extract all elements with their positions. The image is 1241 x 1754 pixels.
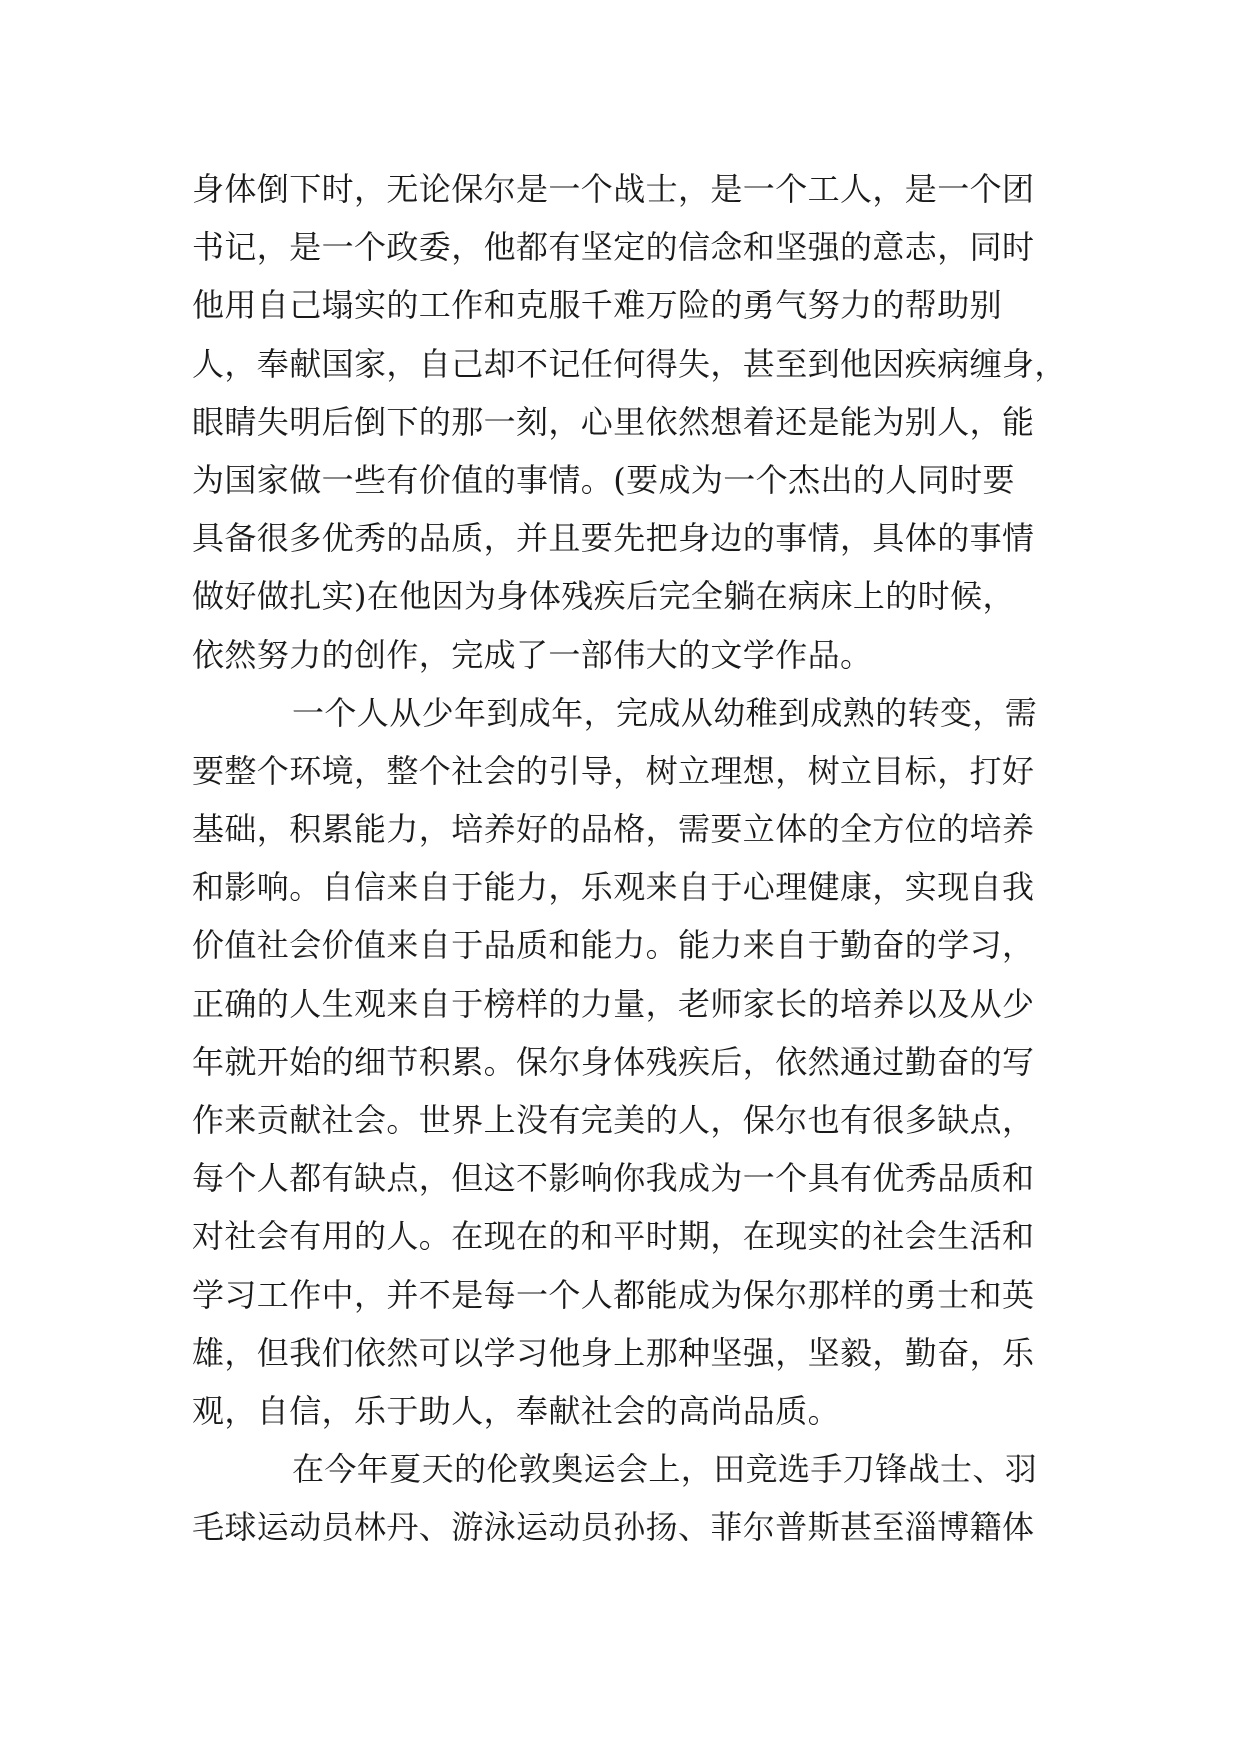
paragraph-1-line: 眼睛失明后倒下的那一刻，心里依然想着还是能为别人，能 — [192, 402, 1035, 441]
paragraph-2-line: 正确的人生观来自于榜样的力量，老师家长的培养以及从少 — [192, 984, 1035, 1023]
paragraph-1-line: 他用自己塌实的工作和克服千难万险的勇气努力的帮助别 — [192, 286, 1003, 325]
paragraph-2-line: 每个人都有缺点，但这不影响你我成为一个具有优秀品质和 — [192, 1159, 1035, 1198]
paragraph-3-line: 毛球运动员林丹、游泳运动员孙扬、菲尔普斯甚至淄博籍体 — [192, 1508, 1035, 1547]
paragraph-1-line: 书记，是一个政委，他都有坚定的信念和坚强的意志，同时 — [192, 228, 1035, 267]
paragraph-2-line: 作来贡献社会。世界上没有完美的人，保尔也有很多缺点， — [192, 1101, 1035, 1139]
paragraph-2-line: 雄，但我们依然可以学习他身上那种坚强，坚毅，勤奋，乐 — [192, 1333, 1035, 1372]
paragraph-1-line: 做好做扎实)在他因为身体残疾后完全躺在病床上的时候， — [192, 577, 1015, 616]
paragraph-1-line: 身体倒下时，无论保尔是一个战士，是一个工人，是一个团 — [192, 170, 1035, 208]
paragraph-2-line: 观，自信，乐于助人，奉献社会的高尚品质。 — [192, 1391, 841, 1430]
paragraph-1-line: 为国家做一些有价值的事情。(要成为一个杰出的人同时要 — [192, 460, 1015, 499]
paragraph-2-line: 对社会有用的人。在现在的和平时期，在现实的社会生活和 — [192, 1217, 1035, 1256]
paragraph-1-line: 人，奉献国家，自己却不记任何得失，甚至到他因疾病缠身， — [192, 344, 1067, 383]
paragraph-2-line: 年就开始的细节积累。保尔身体残疾后，依然通过勤奋的写 — [192, 1042, 1035, 1081]
paragraph-2-first-line: 一个人从少年到成年，完成从幼稚到成熟的转变，需 — [292, 693, 1038, 732]
paragraph-2-line: 学习工作中，并不是每一个人都能成为保尔那样的勇士和英 — [192, 1275, 1035, 1314]
paragraph-1-line: 具备很多优秀的品质，并且要先把身边的事情，具体的事情 — [192, 519, 1035, 558]
paragraph-2-line: 和影响。自信来自于能力，乐观来自于心理健康，实现自我 — [192, 868, 1035, 907]
paragraph-1-line: 依然努力的创作，完成了一部伟大的文学作品。 — [192, 635, 873, 674]
paragraph-2-line: 价值社会价值来自于品质和能力。能力来自于勤奋的学习， — [192, 926, 1035, 965]
paragraph-2-line: 基础，积累能力，培养好的品格，需要立体的全方位的培养 — [192, 810, 1035, 849]
body-text — [192, 160, 1067, 1557]
paragraph-2-line: 要整个环境，整个社会的引导，树立理想，树立目标，打好 — [192, 751, 1035, 790]
paragraph-3-first-line: 在今年夏天的伦敦奥运会上，田竞选手刀锋战士、羽 — [292, 1450, 1038, 1489]
